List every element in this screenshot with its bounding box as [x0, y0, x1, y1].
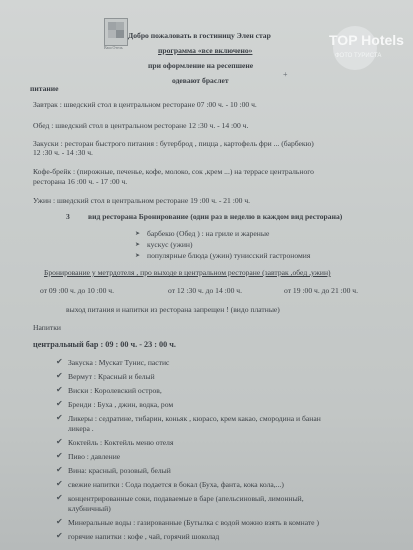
- meal-coffee-break-time: ресторана 16 :00 ч. - 17 :00 ч.: [33, 177, 128, 186]
- tophotels-watermark: [325, 22, 405, 82]
- alacarte-item: барбекю (Обед ) : на гриле и жареные: [147, 229, 270, 238]
- welcome-line: Добро пожаловать в гостиницу Элен стар: [128, 31, 271, 40]
- checkin-line: при оформление на ресепшене: [148, 61, 254, 70]
- drink-item: свежие напитки : Сода подается в бокал (Буха, фанта, кока кола,...): [68, 480, 284, 489]
- logo-caption: Ваш Отель: [104, 45, 123, 50]
- drink-item: Закуска : Мускат Тунис, пастис: [68, 358, 170, 367]
- checkmark-icon: ✔: [56, 371, 63, 380]
- program-line: программа «все включено»: [158, 46, 253, 55]
- meal-lunch: Обед : шведский стол в центральном ресторане 12 :30 ч. - 14 :00 ч.: [33, 121, 249, 130]
- checkmark-icon: ✔: [56, 399, 63, 408]
- drink-item: Коктейль : Коктейль меню отеля: [68, 438, 174, 447]
- meal-breakfast: Завтрак : шведский стол в центральном ресторане 07 :00 ч. - 10 :00 ч.: [33, 100, 257, 109]
- logo-icon: [105, 19, 127, 45]
- alacarte-time-lunch: от 12 :30 ч. до 14 :00 ч.: [168, 286, 242, 295]
- bracelet-line: одевают браслет: [172, 76, 229, 85]
- drink-item: Виски : Королевский остров,: [68, 386, 162, 395]
- checkmark-icon: ✔: [56, 465, 63, 474]
- checkmark-icon: ✔: [56, 479, 63, 488]
- checkmark-icon: ✔: [56, 385, 63, 394]
- alacarte-number: 3: [66, 212, 70, 221]
- alacarte-booking: Бронирование у метрдотеля , про выходе в центральном ресторане (завтрак ,обед ,ужин): [44, 268, 331, 277]
- checkmark-icon: ✔: [56, 357, 63, 366]
- alacarte-time-dinner: от 19 :00 ч. до 21 :00 ч.: [284, 286, 358, 295]
- checkmark-icon: ✔: [56, 493, 63, 502]
- handwritten-mark: +: [283, 70, 288, 79]
- alacarte-title: вид ресторана Бронирование (один раз в неделю в каждом вид ресторана): [88, 212, 343, 221]
- section-food-title: питание: [30, 84, 59, 93]
- bullet-arrow-icon: ➤: [135, 242, 141, 248]
- central-bar-title: центральный бар : 09 : 00 ч. - 23 : 00 ч.: [33, 340, 176, 349]
- meal-snacks-time: 12 :30 ч. - 14 :30 ч.: [33, 148, 93, 157]
- checkmark-icon: ✔: [56, 451, 63, 460]
- drink-item-continued: клубничный): [68, 504, 111, 513]
- hotel-logo: [104, 18, 128, 46]
- drink-item: горячие напитки : кофе , чай, горячий шоколад: [68, 532, 220, 541]
- watermark-subtitle: ФОТО ТУРИСТА: [335, 53, 382, 59]
- meal-coffee-break: Кофе-брейк : (пирожные, печенье, кофе, молоко, сок ,крем ...) на террасе центрального: [33, 167, 314, 176]
- drink-item: Минеральные воды : газированные (Бутылка с водой можно взять в комнате ): [68, 518, 319, 527]
- restaurant-warning: выход питания и напитки из ресторана запрещен ! (видо платные): [66, 305, 280, 314]
- bullet-arrow-icon: ➤: [135, 253, 141, 259]
- drink-item-continued: ликера .: [68, 424, 94, 433]
- drink-item: Вермут : Красный и белый: [68, 372, 155, 381]
- checkmark-icon: ✔: [56, 517, 63, 526]
- drink-item: Пиво : давление: [68, 452, 121, 461]
- checkmark-icon: ✔: [56, 531, 63, 540]
- drink-item: концентрированные соки, подаваемые в баре (апельсиновый, лимонный,: [68, 494, 304, 503]
- alacarte-item: популярные блюда (ужин) тунисский гастрономия: [147, 251, 311, 260]
- drink-item: Бренди : Буха , джин, водка, ром: [68, 400, 174, 409]
- checkmark-icon: ✔: [56, 437, 63, 446]
- checkmark-icon: ✔: [56, 413, 63, 422]
- watermark-brand: TOP Hotels: [329, 32, 404, 48]
- bullet-arrow-icon: ➤: [135, 231, 141, 237]
- alacarte-time-breakfast: от 09 :00 ч. до 10 :00 ч.: [40, 286, 114, 295]
- drink-item: Ликеры : седратине, тибарин, коньяк , кюрасо, крем какао, смородина и банан: [68, 414, 321, 423]
- meal-snacks: Закуски : ресторан быстрого питания : бутерброд , пицца , картофель фри ... (барбекю): [33, 139, 314, 148]
- alacarte-item: кускус (ужин): [147, 240, 193, 249]
- drink-item: Вина: красный, розовый, белый: [68, 466, 171, 475]
- meal-dinner: Ужин : шведский стол в центральном ресторане 19 :00 ч. - 21 :00 ч.: [33, 196, 251, 205]
- drinks-heading: Напитки: [33, 323, 61, 332]
